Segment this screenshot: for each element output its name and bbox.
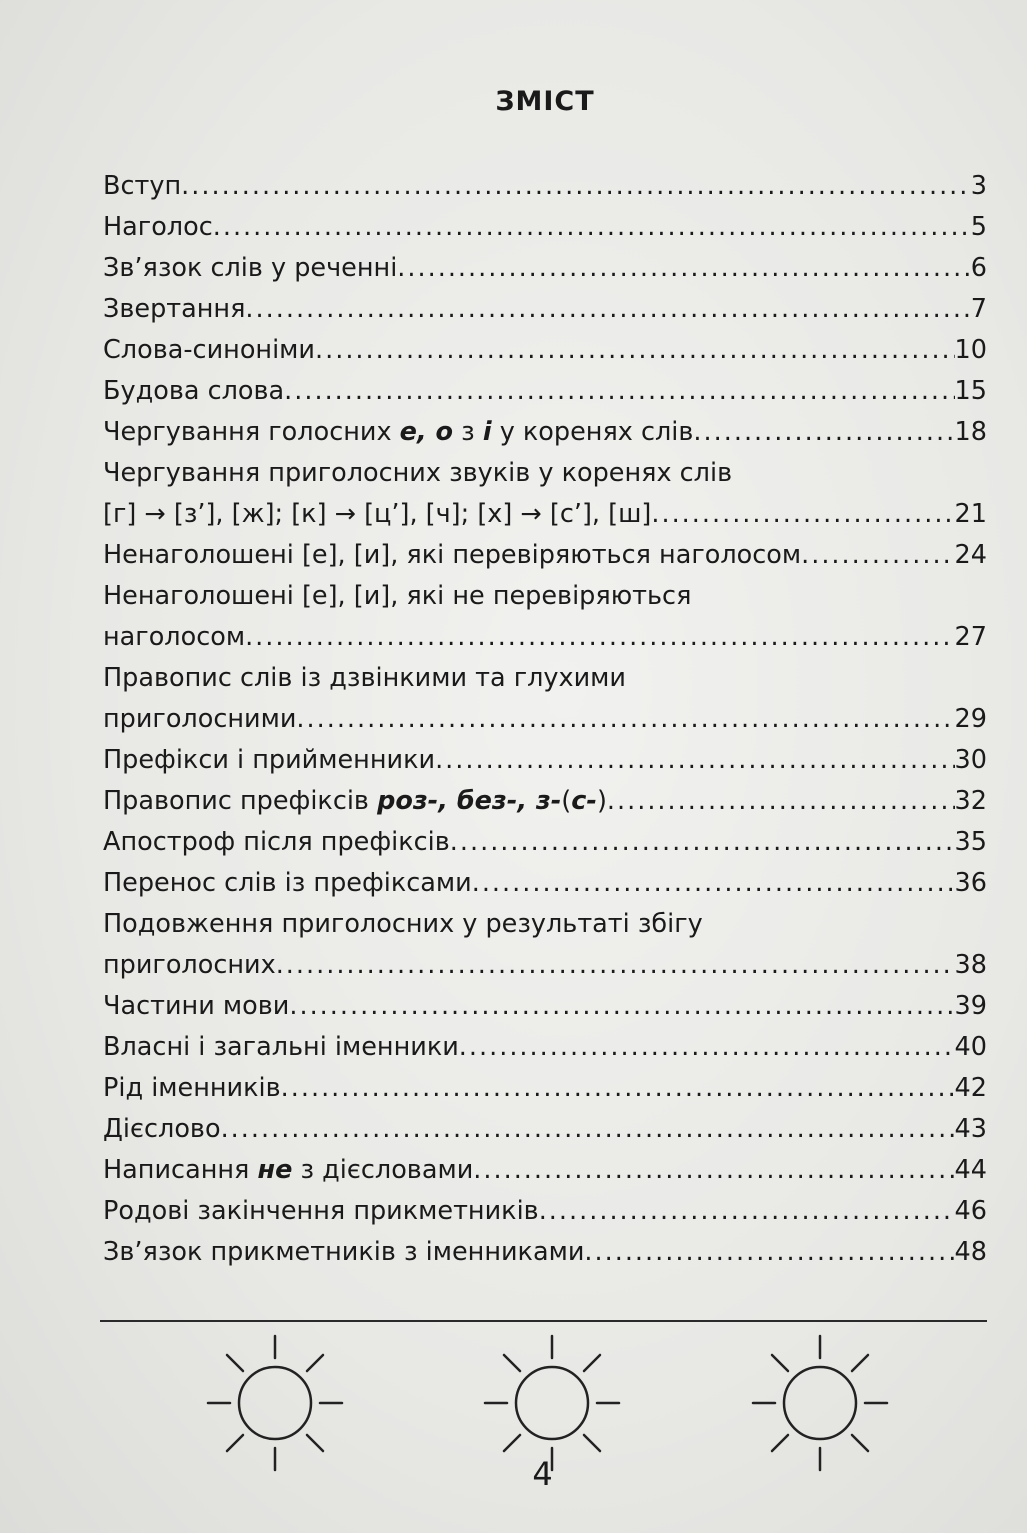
toc-entry-label: Зв’язок прикметників з іменниками	[103, 1237, 585, 1267]
toc-entry-page: 21	[954, 499, 987, 529]
leader-dots	[397, 248, 970, 289]
toc-entry-label: Родові закінчення прикметників	[103, 1196, 539, 1226]
leader-dots	[473, 1150, 954, 1191]
toc-entry-page: 32	[954, 786, 987, 816]
toc-entry-page: 7	[970, 294, 987, 324]
toc-entry-label: Перенос слів із префіксами	[103, 868, 472, 898]
leader-dots	[801, 535, 954, 576]
toc-entry-page: 43	[954, 1114, 987, 1144]
leader-dots	[245, 617, 954, 658]
toc-entry-label: Префікси і прийменники	[103, 745, 436, 775]
toc-entry	[103, 412, 987, 453]
toc-entry-first-line: Правопис слів із дзвінкими та глухими	[103, 663, 626, 693]
label-emphasis: о	[435, 417, 454, 447]
toc-entry-page: 44	[954, 1155, 987, 1185]
toc-entry-page: 46	[954, 1196, 987, 1226]
toc-entry	[103, 207, 987, 248]
toc-entry	[103, 699, 987, 740]
toc-entry	[103, 1027, 987, 1068]
label-emphasis: е	[399, 417, 417, 447]
toc-entry-label: Будова слова	[103, 376, 285, 406]
horizontal-rule	[100, 1320, 987, 1322]
leader-dots	[181, 166, 971, 207]
toc-entry-page: 27	[954, 622, 987, 652]
toc-entry-page: 15	[954, 376, 987, 406]
toc-entry-label: приголосними	[103, 704, 297, 734]
label-part: Написання	[103, 1155, 258, 1185]
toc-entry-page: 40	[954, 1032, 987, 1062]
leader-dots	[213, 207, 971, 248]
toc-entry-first-line: Ненаголошені [е], [и], які не перевіряються	[103, 581, 692, 611]
label-part: )	[596, 786, 607, 816]
leader-dots	[296, 699, 954, 740]
label-part: з	[453, 417, 483, 447]
toc-entry-label: приголосних	[103, 950, 276, 980]
toc-entry	[103, 330, 987, 371]
label-emphasis: с-	[571, 786, 597, 816]
toc-entry-label: Слова-синоніми	[103, 335, 315, 365]
leader-dots	[450, 822, 955, 863]
toc-entry	[103, 945, 987, 986]
label-part: Чергування голосних	[103, 417, 400, 447]
label-emphasis: роз-, без-, з-	[377, 786, 562, 816]
toc-entry-page: 39	[954, 991, 987, 1021]
toc-entry-label: Рід іменників	[103, 1073, 281, 1103]
leader-dots	[693, 412, 954, 453]
toc-entry-label	[103, 412, 693, 453]
toc-entry	[103, 535, 987, 576]
toc-entry-label: Наголос	[103, 212, 213, 242]
label-emphasis: не	[257, 1155, 293, 1185]
toc-entry	[103, 863, 987, 904]
toc-entry-page: 24	[954, 540, 987, 570]
page-title: ЗМІСТ	[495, 86, 595, 117]
toc-entry	[103, 986, 987, 1027]
toc-entry-page: 5	[970, 212, 987, 242]
leader-dots	[289, 986, 954, 1027]
toc-entry	[103, 248, 987, 289]
toc-entry-page: 18	[954, 417, 987, 447]
leader-dots	[221, 1109, 955, 1150]
toc-entry-page: 30	[954, 745, 987, 775]
leader-dots	[472, 863, 955, 904]
toc-entry	[103, 494, 987, 535]
toc-entry-label: Ненаголошені [е], [и], які перевіряються наголосом	[103, 540, 802, 570]
page-number: 4	[532, 1455, 553, 1493]
toc-entry-label: Апостроф після префіксів	[103, 827, 450, 857]
toc-entry-label: Звертання	[103, 294, 246, 324]
toc-entry-label: Вступ	[103, 171, 182, 201]
toc-entry	[103, 617, 987, 658]
toc-entry-page: 6	[970, 253, 987, 283]
leader-dots	[315, 330, 955, 371]
leader-dots	[435, 740, 954, 781]
toc-entry-page: 48	[954, 1237, 987, 1267]
toc-entry-label: Дієслово	[103, 1114, 221, 1144]
label-part: (	[561, 786, 572, 816]
toc-entry-page: 3	[970, 171, 987, 201]
toc-entry	[103, 371, 987, 412]
leader-dots	[276, 945, 955, 986]
toc-entry	[103, 166, 987, 207]
toc-entry	[103, 289, 987, 330]
toc-entry	[103, 781, 987, 822]
leader-dots	[281, 1068, 955, 1109]
toc-entry-page: 35	[954, 827, 987, 857]
toc-entry-first-line: Чергування приголосних звуків у коренях слів	[103, 458, 733, 488]
toc-entry-label	[103, 1150, 473, 1191]
toc-entry	[103, 1232, 987, 1273]
toc-entry	[103, 1191, 987, 1232]
toc-entry-label: [г] → [з’], [ж]; [к] → [ц’], [ч]; [х] → [с’], [ш]	[103, 499, 652, 529]
toc-entry-label: наголосом	[103, 622, 246, 652]
toc-entry-page: 10	[954, 335, 987, 365]
toc-entry-label: Зв’язок слів у реченні	[103, 253, 398, 283]
label-emphasis: ,	[416, 417, 436, 447]
toc-entry-page: 42	[954, 1073, 987, 1103]
label-emphasis: і	[482, 417, 492, 447]
toc-entry-label: Власні і загальні іменники	[103, 1032, 459, 1062]
leader-dots	[245, 289, 970, 330]
toc-entry	[103, 1109, 987, 1150]
toc-entry-page: 38	[954, 950, 987, 980]
toc-entry	[103, 822, 987, 863]
toc-entry	[103, 740, 987, 781]
toc-entry	[103, 1068, 987, 1109]
leader-dots	[584, 1232, 954, 1273]
label-part: у коренях слів	[491, 417, 694, 447]
label-part: Правопис префіксів	[103, 786, 378, 816]
leader-dots	[284, 371, 954, 412]
leader-dots	[651, 494, 954, 535]
toc-entry-first-line: Подовження приголосних у результаті збігу	[103, 909, 703, 939]
toc-entry-label: Частини мови	[103, 991, 290, 1021]
label-part: з дієсловами	[292, 1155, 474, 1185]
table-of-contents	[103, 166, 987, 1273]
leader-dots	[607, 781, 955, 822]
leader-dots	[459, 1027, 955, 1068]
toc-entry	[103, 1150, 987, 1191]
toc-entry-page: 29	[954, 704, 987, 734]
leader-dots	[539, 1191, 955, 1232]
toc-entry-label	[103, 781, 607, 822]
toc-entry-page: 36	[954, 868, 987, 898]
